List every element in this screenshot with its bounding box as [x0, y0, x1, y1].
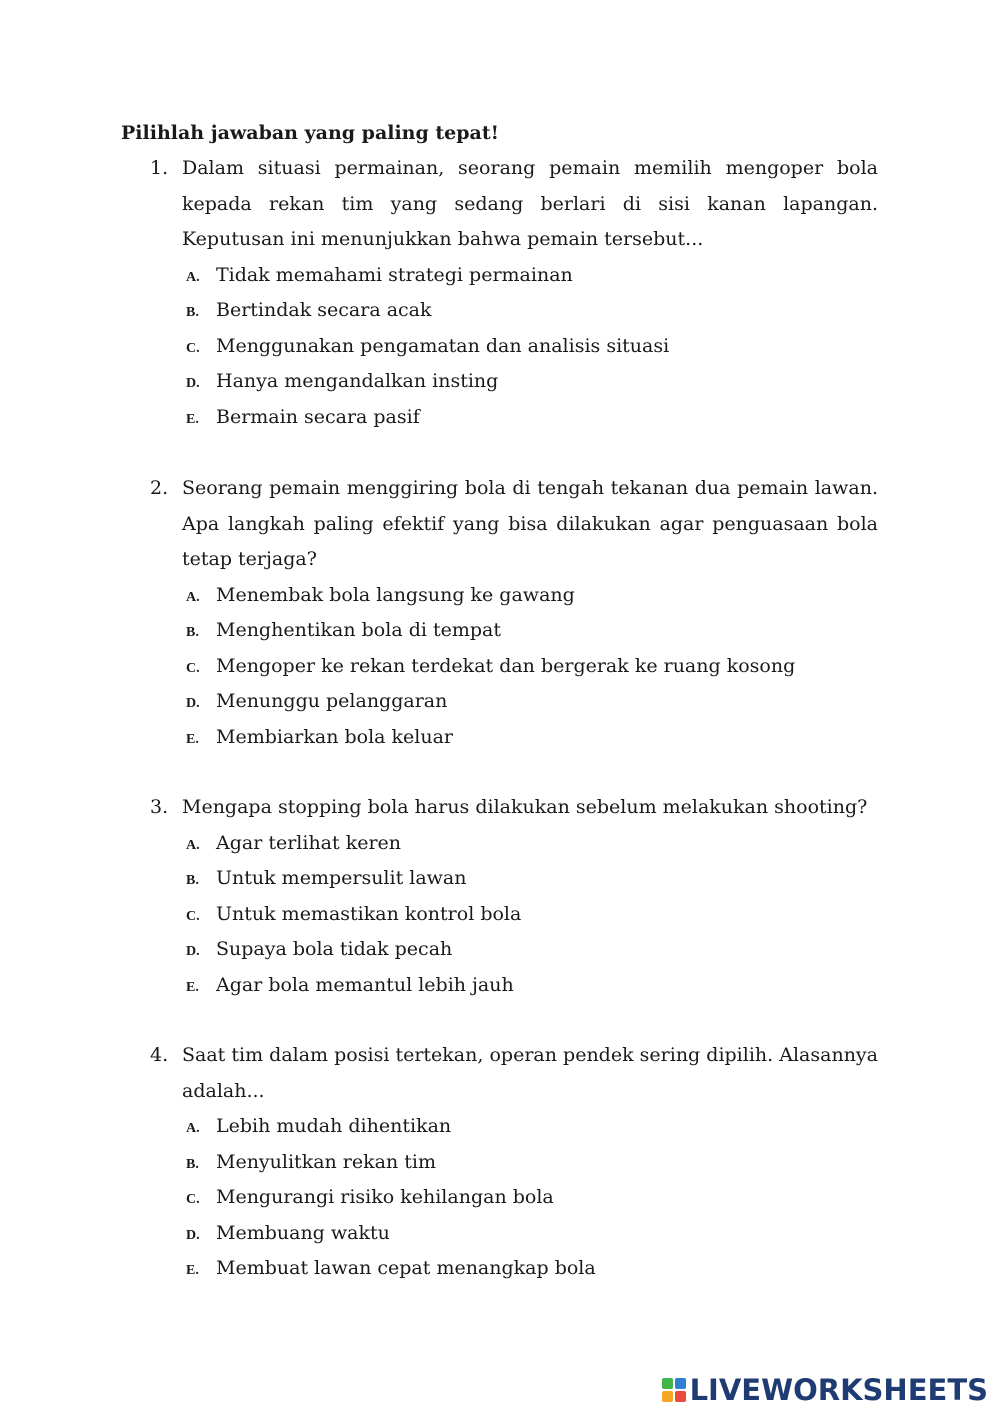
option-letter: C. — [186, 340, 200, 356]
question-stem — [150, 151, 878, 258]
option-text: Membiarkan bola keluar — [216, 725, 454, 748]
option-list — [150, 578, 878, 756]
option-letter: C. — [186, 660, 200, 676]
option-text: Menembak bola langsung ke gawang — [216, 583, 575, 606]
brand-name: LIVEWORKSHEETS — [689, 1373, 988, 1407]
option-d[interactable] — [150, 684, 878, 720]
option-letter: A. — [186, 1121, 200, 1136]
option-a[interactable] — [150, 1109, 878, 1145]
option-text: Mengurangi risiko kehilangan bola — [216, 1186, 554, 1208]
option-text: Bermain secara pasif — [216, 405, 420, 428]
question-stem — [150, 471, 878, 578]
liveworksheets-branding — [662, 1372, 988, 1408]
option-c[interactable] — [150, 1180, 878, 1216]
option-letter: D. — [186, 696, 200, 711]
option-letter: E. — [186, 1263, 199, 1278]
option-list — [150, 826, 878, 1004]
option-d[interactable] — [150, 1216, 878, 1252]
question-stem — [150, 1038, 878, 1109]
option-text: Membuang waktu — [216, 1221, 390, 1244]
option-letter: A. — [186, 837, 200, 853]
option-b[interactable] — [150, 613, 878, 649]
option-letter: E. — [186, 411, 199, 427]
question-number: 4. — [150, 1044, 169, 1066]
option-a[interactable] — [150, 578, 878, 614]
option-letter: D. — [186, 1227, 200, 1243]
question-4 — [150, 1038, 878, 1287]
option-letter: B. — [186, 625, 199, 640]
instruction-heading: Pilihlah jawaban yang paling tepat! — [121, 122, 499, 144]
liveworksheets-logo-icon — [662, 1378, 686, 1402]
option-d[interactable] — [150, 364, 878, 400]
option-text: Menyulitkan rekan tim — [216, 1150, 436, 1173]
option-text: Membuat lawan cepat menangkap bola — [216, 1257, 596, 1279]
option-text: Tidak memahami strategi permainan — [216, 263, 573, 286]
option-text: Agar bola memantul lebih jauh — [216, 973, 514, 996]
question-1 — [150, 151, 878, 435]
question-number: 2. — [150, 477, 169, 499]
option-c[interactable] — [150, 649, 878, 685]
question-text: Mengapa stopping bola harus dilakukan sebelum melakukan shooting? — [182, 796, 868, 818]
option-text: Menghentikan bola di tempat — [216, 619, 501, 641]
option-a[interactable] — [150, 826, 878, 862]
option-e[interactable] — [150, 720, 878, 756]
option-letter: E. — [186, 979, 199, 995]
option-letter: B. — [186, 1156, 199, 1172]
option-e[interactable] — [150, 968, 878, 1004]
question-stem — [150, 790, 878, 826]
question-text: Seorang pemain menggiring bola di tengah tekanan dua pemain lawan. Apa langkah paling efektif yang bisa dilakukan agar penguasaan bola tetap terjaga? — [182, 477, 878, 570]
option-text: Hanya mengandalkan insting — [216, 370, 499, 392]
option-letter: B. — [186, 305, 199, 320]
option-e[interactable] — [150, 1251, 878, 1287]
option-e[interactable] — [150, 400, 878, 436]
question-number: 3. — [150, 796, 169, 818]
option-text: Untuk mempersulit lawan — [216, 867, 467, 889]
question-3 — [150, 790, 878, 1003]
option-b[interactable] — [150, 293, 878, 329]
question-text: Dalam situasi permainan, seorang pemain memilih mengoper bola kepada rekan tim yang sedang berlari di sisi kanan lapangan. Keputusan ini menunjukkan bahwa pemain tersebut... — [182, 157, 878, 250]
option-text: Menggunakan pengamatan dan analisis situasi — [216, 334, 670, 357]
option-letter: E. — [186, 731, 199, 747]
option-text: Agar terlihat keren — [216, 831, 402, 854]
option-letter: C. — [186, 908, 200, 924]
option-d[interactable] — [150, 932, 878, 968]
option-a[interactable] — [150, 258, 878, 294]
option-text: Mengoper ke rekan terdekat dan bergerak ke ruang kosong — [216, 654, 796, 677]
option-letter: D. — [186, 944, 200, 959]
option-text: Menunggu pelanggaran — [216, 690, 448, 712]
question-number: 1. — [150, 157, 169, 179]
option-text: Supaya bola tidak pecah — [216, 938, 453, 960]
option-b[interactable] — [150, 861, 878, 897]
option-b[interactable] — [150, 1145, 878, 1181]
option-text: Untuk memastikan kontrol bola — [216, 902, 522, 925]
option-letter: A. — [186, 269, 200, 285]
option-c[interactable] — [150, 897, 878, 933]
option-letter: B. — [186, 873, 199, 888]
option-list — [150, 1109, 878, 1287]
question-2 — [150, 471, 878, 755]
option-text: Bertindak secara acak — [216, 299, 432, 321]
option-text: Lebih mudah dihentikan — [216, 1115, 452, 1137]
option-letter: C. — [186, 1192, 200, 1207]
option-list — [150, 258, 878, 436]
option-c[interactable] — [150, 329, 878, 365]
option-letter: D. — [186, 376, 200, 391]
option-letter: A. — [186, 589, 200, 605]
question-text: Saat tim dalam posisi tertekan, operan pendek sering dipilih. Alasannya adalah... — [182, 1044, 878, 1102]
